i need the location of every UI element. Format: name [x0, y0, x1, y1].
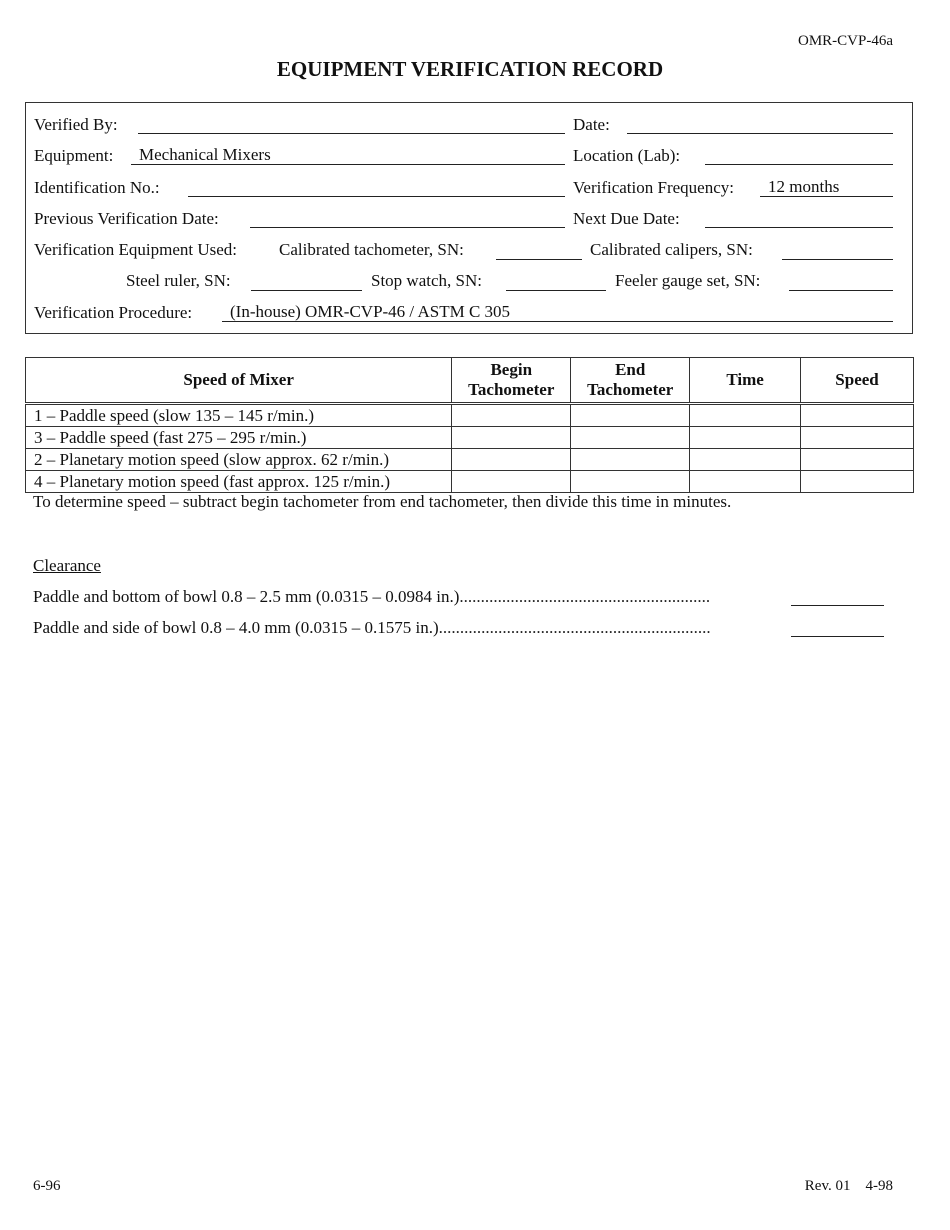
time-cell[interactable] — [690, 427, 801, 449]
speed-cell[interactable] — [801, 404, 914, 427]
clearance-bottom-field[interactable] — [791, 585, 884, 606]
begin-cell[interactable] — [452, 471, 571, 493]
header-begin-line2: Tachometer — [468, 380, 555, 399]
end-cell[interactable] — [571, 449, 690, 471]
equipment-label: Equipment: — [34, 146, 114, 165]
table-row — [26, 471, 914, 493]
header-speed-of-mixer: Speed of Mixer — [26, 358, 452, 404]
header-begin-tachometer — [452, 358, 571, 404]
table-row — [26, 427, 914, 449]
frequency-field[interactable]: 12 months — [760, 177, 893, 197]
header-end-tachometer — [571, 358, 690, 404]
page-title: EQUIPMENT VERIFICATION RECORD — [276, 57, 664, 81]
header-time: Time — [690, 358, 801, 404]
procedure-field[interactable]: (In-house) OMR-CVP-46 / ASTM C 305 — [222, 302, 893, 322]
identification-field[interactable] — [188, 177, 565, 197]
table-row — [26, 404, 914, 427]
clearance-title: Clearance — [33, 556, 101, 575]
feeler-label: Feeler gauge set, SN: — [615, 271, 761, 290]
end-cell[interactable] — [571, 427, 690, 449]
clearance-side-field[interactable] — [791, 616, 884, 637]
stopwatch-label: Stop watch, SN: — [371, 271, 482, 290]
speed-cell[interactable] — [801, 427, 914, 449]
feeler-sn-field[interactable] — [789, 270, 893, 291]
speed-cell[interactable] — [801, 471, 914, 493]
time-cell[interactable] — [690, 404, 801, 427]
procedure-label: Verification Procedure: — [34, 303, 193, 322]
clearance-side-row — [33, 618, 711, 638]
row-label: 1 – Paddle speed (slow 135 – 145 r/min.) — [26, 404, 452, 427]
date-field[interactable] — [627, 114, 893, 134]
speed-cell[interactable] — [801, 449, 914, 471]
begin-cell[interactable] — [452, 404, 571, 427]
date-label: Date: — [573, 115, 610, 134]
end-cell[interactable] — [571, 471, 690, 493]
time-cell[interactable] — [690, 449, 801, 471]
stopwatch-sn-field[interactable] — [506, 270, 606, 291]
next-due-label: Next Due Date: — [573, 209, 680, 228]
row-label: 2 – Planetary motion speed (slow approx. 62 r/min.) — [26, 449, 452, 471]
location-field[interactable] — [705, 145, 893, 165]
calipers-label: Calibrated calipers, SN: — [590, 240, 753, 259]
header-end-line1: End — [615, 360, 646, 379]
equipment-used-label: Verification Equipment Used: — [34, 240, 238, 259]
header-begin-line1: Begin — [490, 360, 533, 379]
equipment-field[interactable]: Mechanical Mixers — [131, 145, 565, 165]
calipers-sn-field[interactable] — [782, 239, 893, 260]
clearance-bottom-row — [33, 587, 710, 607]
header-end-line2: Tachometer — [587, 380, 674, 399]
identification-label: Identification No.: — [34, 178, 160, 197]
time-cell[interactable] — [690, 471, 801, 493]
begin-cell[interactable] — [452, 427, 571, 449]
verified-by-label: Verified By: — [34, 115, 118, 134]
speed-note: To determine speed – subtract begin tachometer from end tachometer, then divide this time in minutes. — [33, 492, 732, 511]
footer-left: 6-96 — [33, 1178, 61, 1194]
clearance-bottom-leader: ........................................................... — [459, 587, 711, 606]
footer-date: 4-98 — [865, 1178, 893, 1194]
row-label: 4 – Planetary motion speed (fast approx. 125 r/min.) — [26, 471, 452, 493]
ruler-sn-field[interactable] — [251, 270, 362, 291]
verified-by-field[interactable] — [138, 114, 565, 134]
tachometer-sn-field[interactable] — [496, 239, 582, 260]
end-cell[interactable] — [571, 404, 690, 427]
next-due-field[interactable] — [705, 208, 893, 228]
table-row — [26, 449, 914, 471]
row-label: 3 – Paddle speed (fast 275 – 295 r/min.) — [26, 427, 452, 449]
clearance-side-label: Paddle and side of bowl 0.8 – 4.0 mm (0.0315 – 0.1575 in.) — [33, 618, 439, 637]
form-code: OMR-CVP-46a — [797, 33, 893, 49]
location-label: Location (Lab): — [573, 146, 681, 165]
clearance-bottom-label: Paddle and bottom of bowl 0.8 – 2.5 mm (0.0315 – 0.0984 in.) — [33, 587, 460, 606]
begin-cell[interactable] — [452, 449, 571, 471]
frequency-label: Verification Frequency: — [573, 178, 734, 197]
footer-rev: Rev. 01 — [804, 1178, 851, 1194]
speed-table — [25, 357, 914, 493]
tachometer-label: Calibrated tachometer, SN: — [279, 240, 464, 259]
ruler-label: Steel ruler, SN: — [126, 271, 231, 290]
header-speed: Speed — [801, 358, 914, 404]
previous-date-field[interactable] — [250, 208, 565, 228]
clearance-side-leader: ................................................................ — [438, 618, 711, 637]
info-box — [25, 102, 913, 334]
footer-right — [805, 1178, 893, 1195]
previous-date-label: Previous Verification Date: — [34, 209, 219, 228]
